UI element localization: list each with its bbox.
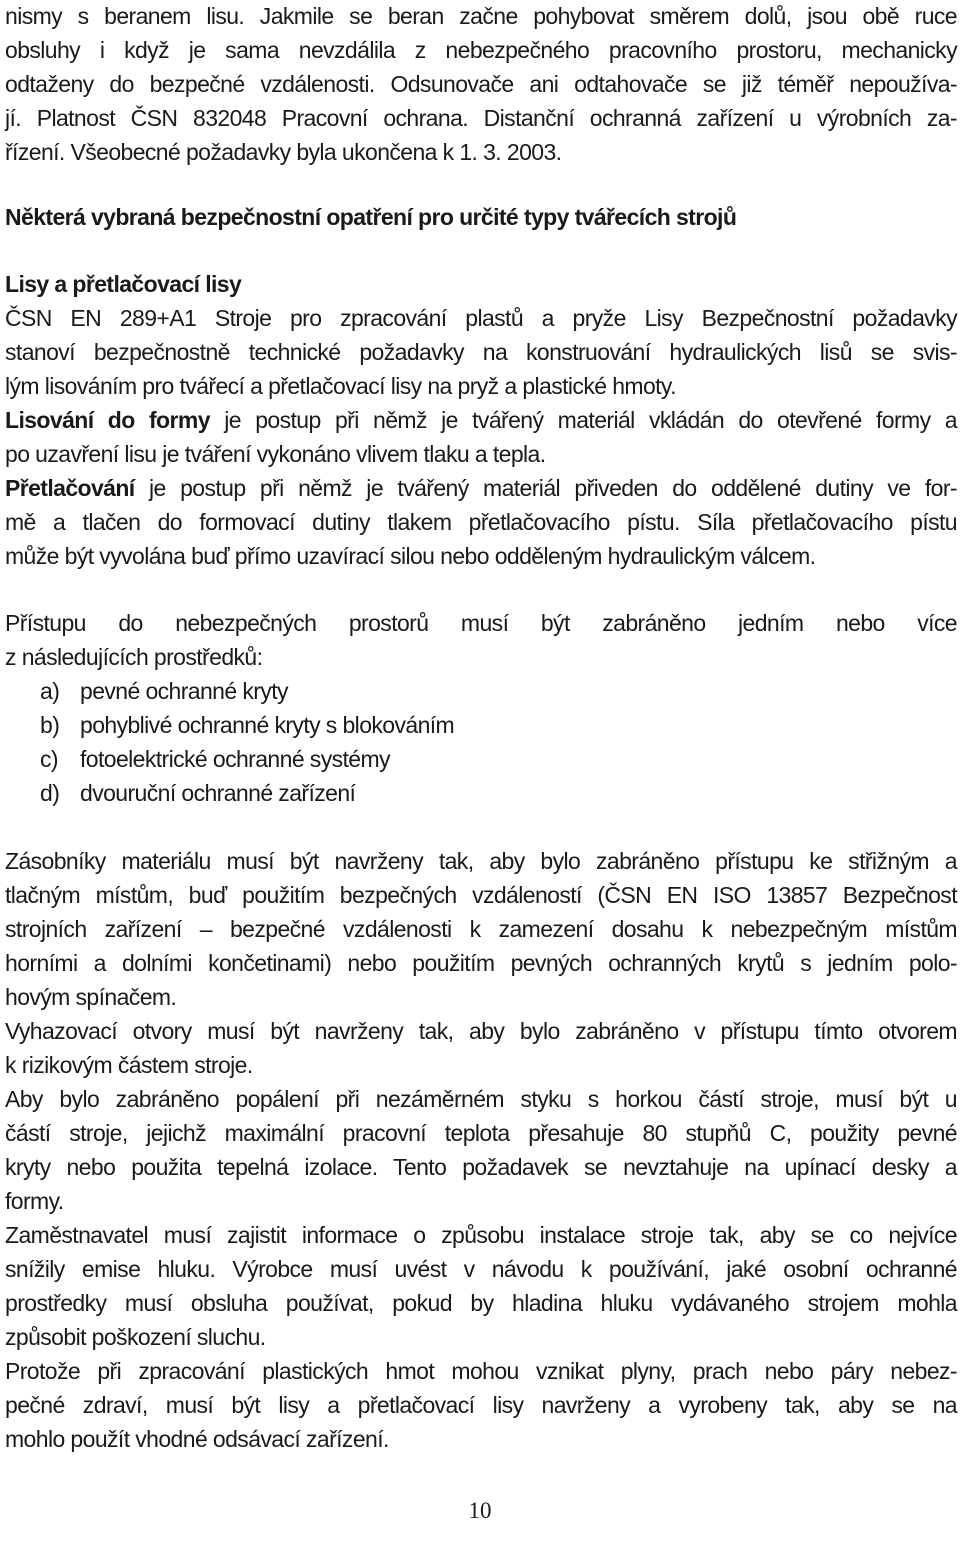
text-line: Vyhazovací otvory musí být navrženy tak, aby bylo zabráněno v přístupu tímto otvorem [5,1018,957,1044]
text-line: nismy s beranem lisu. Jakmile se beran začne pohybovat směrem dolů, jsou obě ruce [5,3,957,29]
list-text: dvouruční ochranné zařízení [80,780,356,806]
list-label: b) [40,712,60,738]
text-line: způsobit poškození sluchu. [5,1324,266,1350]
text-line: Zaměstnavatel musí zajistit informace o způsobu instalace stroje tak, aby se co nejvíce [5,1222,957,1248]
text-line: Aby bylo zabráněno popálení při nezáměrném styku s horkou částí stroje, musí být u [5,1086,957,1112]
list-label: c) [40,746,58,772]
list-text: pohyblivé ochranné kryty s blokováním [80,712,455,738]
list-text: fotoelektrické ochranné systémy [80,746,390,772]
text-line: Protože při zpracování plastických hmot mohou vznikat plyny, prach nebo páry nebez- [5,1358,957,1384]
text-line: prostředky musí obsluha používat, pokud by hladina hluku vydávaného strojem mohla [5,1290,957,1316]
text-line: kryty nebo použita tepelná izolace. Tento požadavek se nevztahuje na upínací desky a [5,1154,957,1180]
text-line: z následujících prostředků: [5,644,263,670]
definition-pretlacovani [5,471,957,573]
text-line: mohlo použít vhodné odsávací zařízení. [5,1426,389,1452]
subheading: Lisy a přetlačovací lisy [5,271,242,297]
text-line: horními a dolními končetinami) nebo použitím pevných ochranných krytů s jedním polo- [5,950,957,976]
text-line [5,471,957,505]
text-line: stanoví bezpečnostně technické požadavky na konstruování hydraulických lisů se svis- [5,339,957,365]
text-line: hovým spínačem. [5,984,177,1010]
text-line: jí. Platnost ČSN 832048 Pracovní ochrana. Distanční ochranná zařízení u výrobních za- [5,105,957,131]
section-heading: Některá vybraná bezpečnostní opatření pro určité typy tvářecích strojů [5,204,737,230]
standard-paragraph [5,301,957,403]
text-line: strojních zařízení – bezpečné vzdálenosti k zamezení dosahu k nebezpečným místům [5,916,957,942]
term-definition: je postup při němž je tvářený materiál vkládán do otevřené formy a [209,407,958,433]
text-line: odtaženy do bezpečné vzdálenosti. Odsunovače ani odtahovače se již téměř nepoužíva- [5,71,957,97]
list-label: d) [40,780,60,806]
list-item [40,674,288,708]
term-definition: je postup při němž je tvářený materiál přiveden do oddělené dutiny ve for- [134,475,957,501]
text-line: Přístupu do nebezpečných prostorů musí být zabráněno jedním nebo více [5,610,957,636]
standard-line-1 [5,301,957,335]
text-line: mě a tlačen do formovací dutiny tlakem přetlačovacího pístu. Síla přetlačovacího pístu [5,509,957,535]
text-line [5,403,957,437]
list-label: a) [40,678,60,704]
text-line: Zásobníky materiálu musí být navrženy tak, aby bylo zabráněno přístupu ke střižným a [5,848,957,874]
paragraph-hluk [5,1218,957,1354]
text-line: řízení. Všeobecné požadavky byla ukončena k 1. 3. 2003. [5,139,562,165]
text-line: snížily emise hluku. Výrobce musí uvést v návodu k používání, jaké osobní ochranné [5,1256,957,1282]
text-line: pečné zdraví, musí být lisy a přetlačovací lisy navrženy a vyrobeny tak, aby se na [5,1392,957,1418]
text-line: obsluhy i když je sama nevzdálila z nebezpečného pracovního prostoru, mechanicky [5,37,957,63]
list-item [40,776,355,810]
standard-line-text: ČSN EN 289+A1 Stroje pro zpracování plastů a pryže Lisy Bezpečnostní požadavky [5,305,957,331]
definition-lisovani [5,403,957,471]
text-line: částí stroje, jejichž maximální pracovní teplota přesahuje 80 stupňů C, použity pevné [5,1120,957,1146]
list-text: pevné ochranné kryty [80,678,288,704]
paragraph-odsavani [5,1354,957,1456]
paragraph-zasobniky [5,844,957,1014]
access-intro [5,606,957,674]
paragraph-popaleni [5,1082,957,1218]
paragraph-vyhazovaci [5,1014,957,1082]
text-line: po uzavření lisu je tváření vykonáno vlivem tlaku a tepla. [5,441,546,467]
intro-paragraph [5,0,957,169]
term-pretlacovani: Přetlačování [5,475,135,501]
text-line: může být vyvolána buď přímo uzavírací silou nebo odděleným hydraulickým válcem. [5,543,816,569]
text-line: tlačným místům, buď použitím bezpečných vzdáleností (ČSN EN ISO 13857 Bezpečnost [5,882,957,908]
list-item [40,708,454,742]
list-item [40,742,390,776]
text-line: lým lisováním pro tvářecí a přetlačovací lisy na pryž a plastické hmoty. [5,373,676,399]
text-line: k rizikovým částem stroje. [5,1052,253,1078]
term-lisovani: Lisování do formy [5,407,210,433]
page-number: 10 [468,1498,492,1523]
text-line: formy. [5,1188,64,1214]
